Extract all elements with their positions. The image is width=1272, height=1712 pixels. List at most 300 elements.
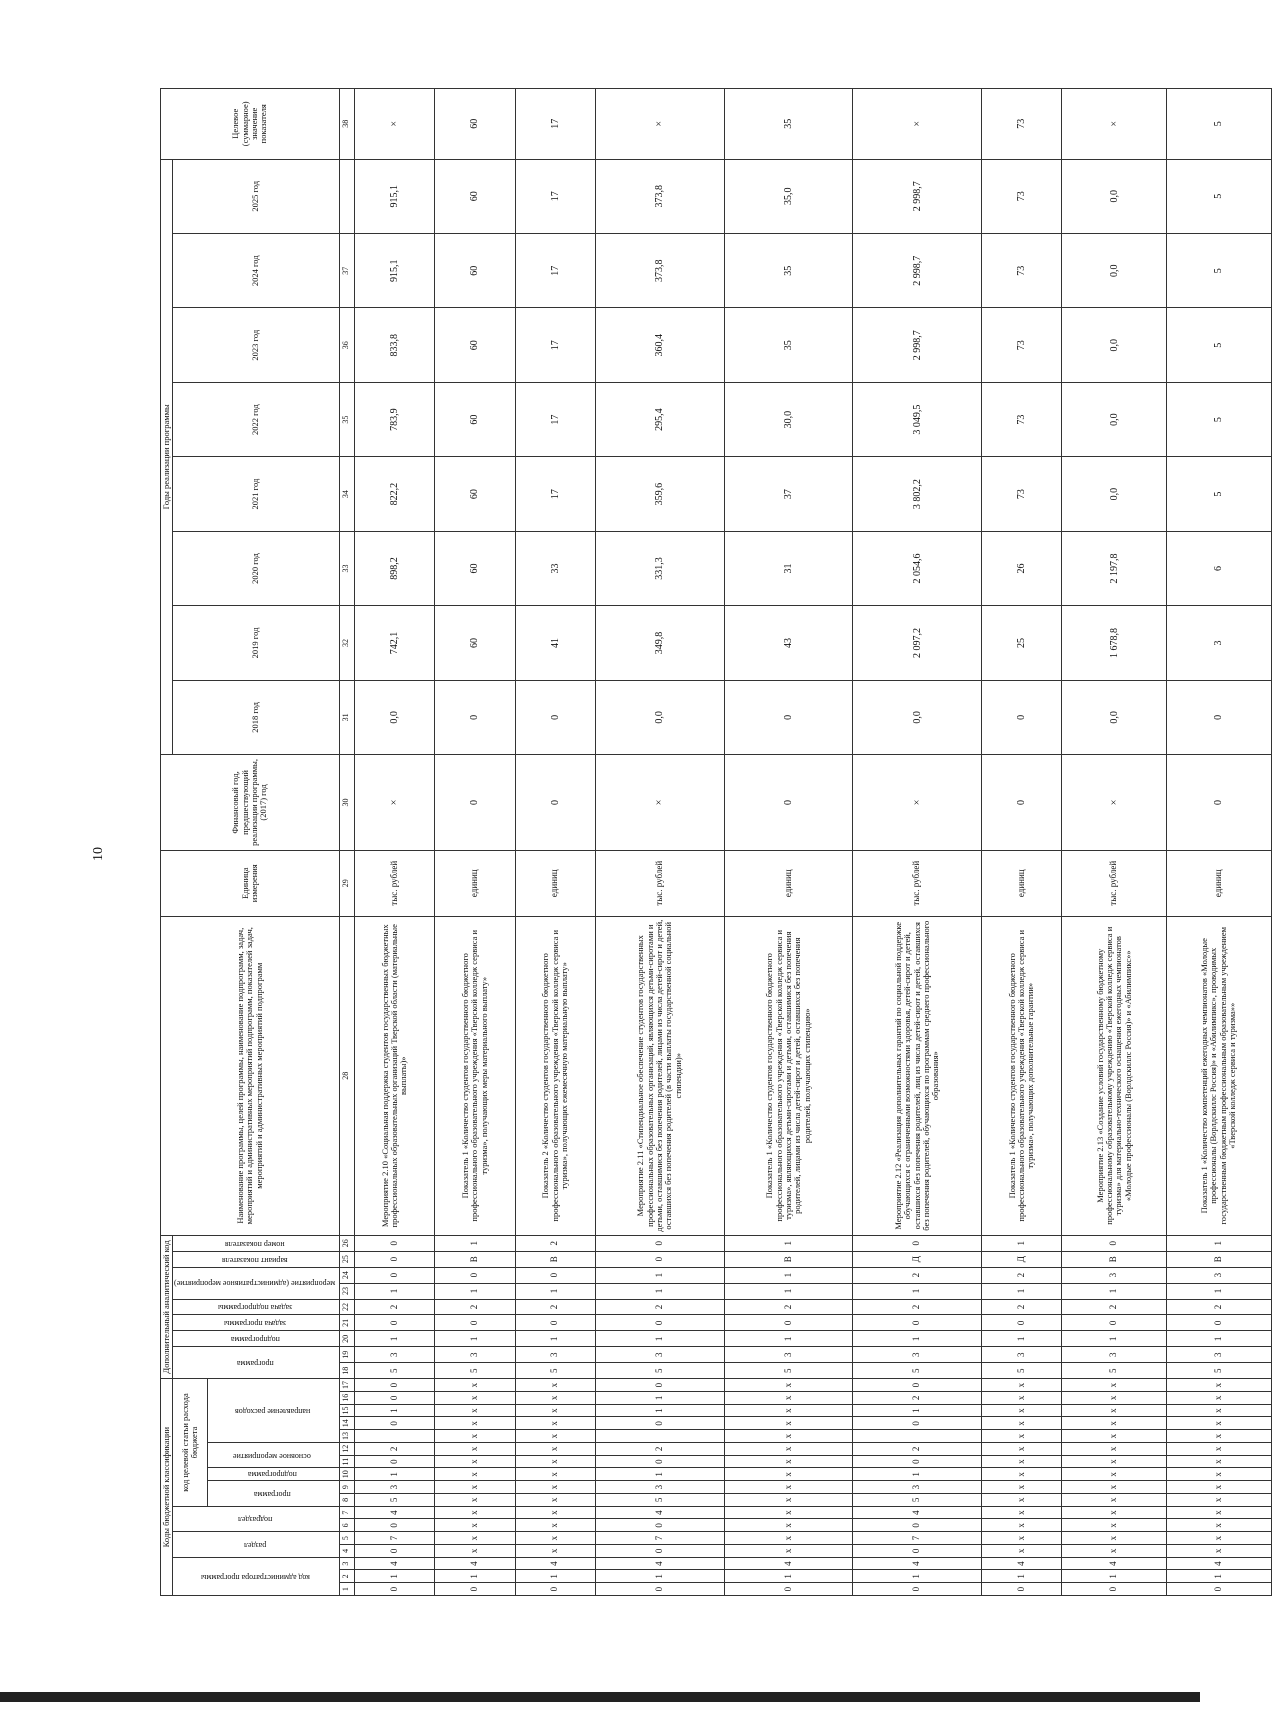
analytic-code-cell: 3 xyxy=(595,1347,724,1363)
budget-code-cell: x xyxy=(1167,1443,1272,1456)
budget-code-cell: 0 xyxy=(354,1379,434,1392)
analytic-code-cell: 5 xyxy=(724,1363,853,1379)
budget-code-cell: x xyxy=(435,1545,515,1558)
index-cell: 3 xyxy=(339,1557,354,1570)
analytic-code-cell: 2 xyxy=(515,1299,595,1315)
budget-code-cell: x xyxy=(1167,1417,1272,1430)
year-value-cell: 5 xyxy=(1167,234,1272,308)
index-cell: 16 xyxy=(339,1392,354,1405)
budget-code-cell: x xyxy=(982,1494,1062,1507)
budget-code-cell: 1 xyxy=(853,1404,982,1417)
analytic-code-cell: 1 xyxy=(853,1331,982,1347)
budget-code-cell: 1 xyxy=(354,1468,434,1481)
year-value-cell: 37 xyxy=(724,457,853,531)
year-value-cell: 0 xyxy=(724,680,853,754)
budget-code-cell xyxy=(853,1430,982,1443)
year-value-cell: 31 xyxy=(724,531,853,605)
subprogram-header: подпрограмма xyxy=(247,1470,297,1480)
budget-code-cell: 1 xyxy=(724,1570,853,1583)
year-value-cell: 73 xyxy=(982,457,1062,531)
analytic-code-cell: 0 xyxy=(595,1251,724,1267)
index-cell: 4 xyxy=(339,1545,354,1558)
analytic-code-cell: 1 xyxy=(982,1283,1062,1299)
row-base-year: 0 xyxy=(982,755,1062,851)
table-row xyxy=(435,89,515,1596)
year-value-cell: 0 xyxy=(982,680,1062,754)
year-value-cell: 60 xyxy=(435,382,515,456)
year-2021-header: 2021 год xyxy=(173,457,340,531)
year-value-cell: 26 xyxy=(982,531,1062,605)
analytic-code-cell: 0 xyxy=(354,1315,434,1331)
index-cell: 13 xyxy=(339,1430,354,1443)
analytic-code-cell: 1 xyxy=(354,1331,434,1347)
budget-code-cell xyxy=(354,1430,434,1443)
budget-code-cell: x xyxy=(515,1417,595,1430)
row-target: 73 xyxy=(982,89,1062,160)
budget-code-cell: x xyxy=(1167,1392,1272,1405)
scan-edge-line xyxy=(0,1692,1200,1702)
target-header: Целевое (суммарное) значение показателя xyxy=(161,89,340,160)
year-value-cell: 898,2 xyxy=(354,531,434,605)
budget-code-cell: 1 xyxy=(435,1570,515,1583)
year-value-cell: 3 049,5 xyxy=(853,382,982,456)
analytic-code-cell: 0 xyxy=(515,1315,595,1331)
budget-code-cell: x xyxy=(982,1379,1062,1392)
budget-code-cell: x xyxy=(435,1481,515,1494)
year-value-cell: 783,9 xyxy=(354,382,434,456)
budget-code-cell: 0 xyxy=(354,1392,434,1405)
analytic-code-cell: 1 xyxy=(595,1283,724,1299)
analytic-code-cell: 1 xyxy=(853,1283,982,1299)
budget-code-cell: x xyxy=(1167,1379,1272,1392)
budget-code-cell: 3 xyxy=(595,1481,724,1494)
budget-code-cell: 1 xyxy=(595,1404,724,1417)
budget-code-cell: x xyxy=(1167,1545,1272,1558)
year-value-cell: 2 998,7 xyxy=(853,159,982,233)
row-name: Мероприятие 2.13 «Создание условий государственному бюджетному профессиональному образовательному учреждению «Тверской колледж сервиса и туризма» для материально-технического оснащения ежегодных чемпионатов «Молодые профессионалы (Ворлдскиллс Россия)» и «Абилимпикс»» xyxy=(1062,916,1167,1235)
budget-code-cell: 0 xyxy=(354,1417,434,1430)
budget-code-cell: 0 xyxy=(595,1379,724,1392)
year-value-cell: 60 xyxy=(435,159,515,233)
analytic-code-cell: 0 xyxy=(595,1235,724,1251)
document-sheet xyxy=(160,88,1238,1596)
budget-code-cell: x xyxy=(515,1494,595,1507)
subsection-header: подраздел xyxy=(237,1515,273,1525)
year-value-cell: 915,1 xyxy=(354,159,434,233)
row-base-year: × xyxy=(853,755,982,851)
row-target: × xyxy=(595,89,724,160)
budget-code-cell: x xyxy=(1062,1379,1167,1392)
year-value-cell: 60 xyxy=(435,308,515,382)
index-cell: 35 xyxy=(339,382,354,456)
analytic-code-cell: 5 xyxy=(435,1363,515,1379)
index-cell: 25 xyxy=(339,1251,354,1267)
budget-code-cell: x xyxy=(435,1392,515,1405)
budget-code-cell: x xyxy=(982,1532,1062,1545)
an-event-header: мероприятие (административное мероприятие) xyxy=(174,1279,336,1289)
index-cell: 15 xyxy=(339,1404,354,1417)
index-cell: 37 xyxy=(339,234,354,308)
year-2019-header: 2019 год xyxy=(173,606,340,680)
row-base-year: × xyxy=(595,755,724,851)
year-value-cell: 0,0 xyxy=(1062,159,1167,233)
year-value-cell: 0 xyxy=(515,680,595,754)
budget-code-cell: x xyxy=(1167,1519,1272,1532)
budget-code-cell: 0 xyxy=(853,1519,982,1532)
index-cell: 7 xyxy=(339,1506,354,1519)
an-variant-header: вариант показателя xyxy=(222,1255,288,1265)
budget-code-cell: 1 xyxy=(595,1570,724,1583)
index-cell: 5 xyxy=(339,1532,354,1545)
budget-code-cell: 0 xyxy=(1062,1583,1167,1596)
budget-code-cell: x xyxy=(724,1545,853,1558)
index-cell: 10 xyxy=(339,1468,354,1481)
year-value-cell: 0,0 xyxy=(595,680,724,754)
analytic-code-cell: 5 xyxy=(1167,1363,1272,1379)
year-value-cell: 360,4 xyxy=(595,308,724,382)
year-value-cell: 73 xyxy=(982,308,1062,382)
budget-code-cell: 7 xyxy=(354,1532,434,1545)
analytic-code-cell: 0 xyxy=(595,1315,724,1331)
analytic-code-cell: 3 xyxy=(435,1347,515,1363)
budget-code-cell: 3 xyxy=(354,1481,434,1494)
target-code-header: код целевой статьи расхода бюджета xyxy=(173,1379,207,1507)
year-value-cell: 73 xyxy=(982,234,1062,308)
analytic-code-cell: 2 xyxy=(1167,1299,1272,1315)
year-value-cell: 331,3 xyxy=(595,531,724,605)
year-value-cell: 822,2 xyxy=(354,457,434,531)
index-cell: 30 xyxy=(339,755,354,851)
budget-code-cell: x xyxy=(1062,1455,1167,1468)
budget-code-cell: x xyxy=(724,1532,853,1545)
budget-code-cell: 4 xyxy=(515,1557,595,1570)
an-subprogram-header: подпрограмма xyxy=(230,1335,280,1345)
index-cell: 12 xyxy=(339,1443,354,1456)
budget-code-cell: 0 xyxy=(595,1545,724,1558)
analytic-code-cell: 1 xyxy=(435,1235,515,1251)
budget-code-cell: x xyxy=(982,1404,1062,1417)
budget-code-cell: x xyxy=(982,1443,1062,1456)
budget-code-cell: 0 xyxy=(853,1545,982,1558)
year-value-cell: 41 xyxy=(515,606,595,680)
analytic-code-cell: 2 xyxy=(354,1299,434,1315)
budget-code-cell: x xyxy=(1167,1494,1272,1507)
budget-code-cell: 0 xyxy=(982,1583,1062,1596)
budget-code-cell: x xyxy=(1167,1532,1272,1545)
budget-code-cell: 0 xyxy=(595,1583,724,1596)
analytic-code-cell: 2 xyxy=(982,1299,1062,1315)
table-row xyxy=(1062,89,1167,1596)
index-cell: 32 xyxy=(339,606,354,680)
budget-code-cell: 1 xyxy=(354,1570,434,1583)
analytic-code-cell: 5 xyxy=(853,1363,982,1379)
budget-code-cell: x xyxy=(982,1519,1062,1532)
budget-code-cell: x xyxy=(515,1455,595,1468)
analytic-code-cell: 2 xyxy=(595,1299,724,1315)
analytic-code-cell: 0 xyxy=(853,1235,982,1251)
budget-code-cell: x xyxy=(515,1532,595,1545)
year-value-cell: 0,0 xyxy=(853,680,982,754)
year-value-cell: 17 xyxy=(515,308,595,382)
program-table xyxy=(160,88,1272,1596)
analytic-code-cell: 3 xyxy=(1167,1267,1272,1283)
analytic-code-cell: 2 xyxy=(1062,1299,1167,1315)
row-unit: тыс. рублей xyxy=(354,850,434,916)
row-name: Показатель 1 «Количество студентов государственного бюджетного профессионального образовательного учреждения «Тверской колледж сервиса и туризма», являющихся детьми-сиротами и детьми, оставшимися без попечения родителей, лицами из числа детей-сирот и детей, оставшихся без попечения родителей, получающих стипендию» xyxy=(724,916,853,1235)
row-unit: единиц xyxy=(435,850,515,916)
year-value-cell: 17 xyxy=(515,159,595,233)
year-value-cell: 0,0 xyxy=(1062,680,1167,754)
analytic-code-cell: В xyxy=(724,1251,853,1267)
year-value-cell: 0,0 xyxy=(1062,382,1167,456)
row-base-year: 0 xyxy=(435,755,515,851)
row-target: 60 xyxy=(435,89,515,160)
analytic-code-cell: 0 xyxy=(982,1315,1062,1331)
year-value-cell: 73 xyxy=(982,159,1062,233)
year-value-cell: 33 xyxy=(515,531,595,605)
analytic-code-cell: 1 xyxy=(1062,1331,1167,1347)
table-row xyxy=(354,89,434,1596)
budget-code-cell: x xyxy=(515,1506,595,1519)
budget-code-cell: x xyxy=(1062,1532,1167,1545)
budget-code-cell: x xyxy=(982,1481,1062,1494)
budget-code-cell: 0 xyxy=(515,1583,595,1596)
budget-code-cell: x xyxy=(515,1404,595,1417)
budget-code-cell: 3 xyxy=(853,1481,982,1494)
analytic-code-cell: 5 xyxy=(595,1363,724,1379)
year-value-cell: 373,8 xyxy=(595,234,724,308)
analytic-code-cell: 2 xyxy=(435,1299,515,1315)
an-number-header: номер показателя xyxy=(225,1239,285,1249)
row-unit: тыс. рублей xyxy=(853,850,982,916)
index-cell: 6 xyxy=(339,1519,354,1532)
budget-code-cell: 0 xyxy=(354,1583,434,1596)
row-target: × xyxy=(853,89,982,160)
row-unit: единиц xyxy=(1167,850,1272,916)
budget-code-cell: 4 xyxy=(853,1557,982,1570)
budget-code-cell: 1 xyxy=(853,1570,982,1583)
budget-code-cell: x xyxy=(1062,1468,1167,1481)
year-value-cell: 60 xyxy=(435,531,515,605)
analytic-code-cell: Д xyxy=(982,1251,1062,1267)
year-value-cell: 5 xyxy=(1167,308,1272,382)
row-unit: единиц xyxy=(724,850,853,916)
spending-direction-header: направление расходов xyxy=(234,1407,310,1416)
budget-code-cell: x xyxy=(435,1468,515,1481)
header-row-1 xyxy=(161,89,173,1596)
year-value-cell: 0 xyxy=(435,680,515,754)
budget-code-cell: x xyxy=(1062,1430,1167,1443)
index-row xyxy=(339,89,354,1596)
row-target: 5 xyxy=(1167,89,1272,160)
year-value-cell: 5 xyxy=(1167,457,1272,531)
budget-code-cell: 7 xyxy=(595,1532,724,1545)
budget-code-cell: x xyxy=(1062,1519,1167,1532)
year-value-cell: 35 xyxy=(724,234,853,308)
analytic-code-cell: 0 xyxy=(435,1267,515,1283)
an-task-program-header: задача программы xyxy=(223,1319,287,1329)
budget-code-cell: x xyxy=(515,1545,595,1558)
index-cell: 17 xyxy=(339,1379,354,1392)
budget-code-cell: x xyxy=(1062,1481,1167,1494)
budget-code-cell: 5 xyxy=(595,1494,724,1507)
index-cell: 11 xyxy=(339,1455,354,1468)
budget-code-cell: 4 xyxy=(354,1557,434,1570)
analytic-code-cell: 0 xyxy=(515,1267,595,1283)
budget-code-cell: 0 xyxy=(354,1545,434,1558)
budget-code-cell: x xyxy=(982,1430,1062,1443)
budget-code-cell: x xyxy=(982,1468,1062,1481)
table-row xyxy=(515,89,595,1596)
budget-code-cell: x xyxy=(435,1532,515,1545)
table-row xyxy=(724,89,853,1596)
year-value-cell: 60 xyxy=(435,234,515,308)
analytic-code-cell: 1 xyxy=(595,1267,724,1283)
budget-code-cell: x xyxy=(724,1404,853,1417)
budget-code-cell xyxy=(595,1430,724,1443)
analytic-code-cell: 1 xyxy=(1167,1331,1272,1347)
analytic-code-cell: В xyxy=(1167,1251,1272,1267)
budget-code-cell: x xyxy=(515,1468,595,1481)
budget-code-cell: 0 xyxy=(853,1583,982,1596)
budget-code-cell: x xyxy=(1167,1455,1272,1468)
budget-code-cell: x xyxy=(1062,1506,1167,1519)
year-value-cell: 2 998,7 xyxy=(853,234,982,308)
budget-code-cell: x xyxy=(435,1379,515,1392)
year-value-cell: 0,0 xyxy=(1062,308,1167,382)
year-value-cell: 17 xyxy=(515,234,595,308)
budget-code-cell: x xyxy=(435,1506,515,1519)
year-value-cell: 295,4 xyxy=(595,382,724,456)
budget-code-cell: x xyxy=(515,1481,595,1494)
page-number: 10 xyxy=(91,847,106,861)
year-value-cell: 60 xyxy=(435,457,515,531)
analytic-code-cell: 0 xyxy=(354,1251,434,1267)
budget-code-cell: 4 xyxy=(982,1557,1062,1570)
budget-code-cell: x xyxy=(982,1545,1062,1558)
analytic-code-cell: 0 xyxy=(1167,1315,1272,1331)
budget-code-cell: x xyxy=(1167,1468,1272,1481)
index-cell: 22 xyxy=(339,1299,354,1315)
index-cell: 2 xyxy=(339,1570,354,1583)
year-value-cell: 35,0 xyxy=(724,159,853,233)
analytic-code-cell: 0 xyxy=(724,1315,853,1331)
year-value-cell: 349,8 xyxy=(595,606,724,680)
budget-code-cell: 0 xyxy=(1167,1583,1272,1596)
budget-code-cell: x xyxy=(435,1519,515,1532)
budget-code-cell: 1 xyxy=(1062,1570,1167,1583)
index-cell: 9 xyxy=(339,1481,354,1494)
year-value-cell: 35 xyxy=(724,308,853,382)
analytic-code-cell: 3 xyxy=(1167,1347,1272,1363)
index-cell: 14 xyxy=(339,1417,354,1430)
budget-code-cell: x xyxy=(435,1417,515,1430)
analytic-code-cell: 2 xyxy=(982,1267,1062,1283)
budget-code-cell: x xyxy=(724,1481,853,1494)
budget-code-cell: x xyxy=(724,1443,853,1456)
budget-code-cell: x xyxy=(1167,1430,1272,1443)
year-value-cell: 3 xyxy=(1167,606,1272,680)
budget-code-cell: 0 xyxy=(595,1417,724,1430)
budget-code-cell: x xyxy=(435,1430,515,1443)
budget-code-cell: x xyxy=(515,1443,595,1456)
year-value-cell: 5 xyxy=(1167,382,1272,456)
analytic-code-cell: 1 xyxy=(982,1331,1062,1347)
analytic-code-cell: В xyxy=(435,1251,515,1267)
analytic-code-cell: 3 xyxy=(1062,1267,1167,1283)
analytic-code-cell: 1 xyxy=(1167,1235,1272,1251)
year-value-cell: 359,6 xyxy=(595,457,724,531)
index-cell: 18 xyxy=(339,1363,354,1379)
budget-code-cell: x xyxy=(1062,1545,1167,1558)
analytic-code-cell: 0 xyxy=(1062,1235,1167,1251)
budget-code-cell: 5 xyxy=(853,1494,982,1507)
row-target: 35 xyxy=(724,89,853,160)
row-name: Показатель 2 «Количество студентов государственного бюджетного профессионального образовательного учреждения «Тверской колледж сервиса и туризма», получающих ежемесячную материальную выплату» xyxy=(515,916,595,1235)
year-value-cell: 833,8 xyxy=(354,308,434,382)
analytic-code-cell: 0 xyxy=(435,1315,515,1331)
years-group-header: Годы реализации программы xyxy=(161,159,173,755)
row-unit: тыс. рублей xyxy=(1062,850,1167,916)
budget-code-cell: x xyxy=(515,1519,595,1532)
budget-code-cell: x xyxy=(1062,1404,1167,1417)
analytic-code-cell: 1 xyxy=(982,1235,1062,1251)
budget-code-cell: x xyxy=(1062,1392,1167,1405)
analytic-group-header: Дополнительный аналитический код xyxy=(161,1235,173,1378)
budget-code-cell: 4 xyxy=(1062,1557,1167,1570)
year-value-cell: 60 xyxy=(435,606,515,680)
budget-code-cell: 1 xyxy=(853,1468,982,1481)
analytic-code-cell: 0 xyxy=(354,1267,434,1283)
analytic-code-cell: 1 xyxy=(724,1235,853,1251)
year-value-cell: 6 xyxy=(1167,531,1272,605)
row-name: Показатель 1 «Количество компетенций ежегодных чемпионатов «Молодые профессионалы (Ворлдскиллс Россия)» и «Абилимпикс», проводимых государственным бюджетным профессиональным образовательным учреждением «Тверской колледж сервиса и туризма»» xyxy=(1167,916,1272,1235)
row-base-year: 0 xyxy=(1167,755,1272,851)
budget-code-cell: 0 xyxy=(595,1519,724,1532)
budget-code-cell: x xyxy=(435,1404,515,1417)
analytic-code-cell: 1 xyxy=(354,1283,434,1299)
budget-code-cell: x xyxy=(515,1430,595,1443)
budget-code-cell: x xyxy=(724,1417,853,1430)
year-value-cell: 1 678,8 xyxy=(1062,606,1167,680)
index-cell: 8 xyxy=(339,1494,354,1507)
index-cell xyxy=(339,159,354,233)
index-cell: 36 xyxy=(339,308,354,382)
year-value-cell: 3 802,2 xyxy=(853,457,982,531)
budget-code-cell: x xyxy=(1167,1481,1272,1494)
year-2023-header: 2023 год xyxy=(173,308,340,382)
budget-code-cell: x xyxy=(435,1494,515,1507)
budget-code-cell: 1 xyxy=(354,1404,434,1417)
budget-code-cell: 7 xyxy=(853,1532,982,1545)
admin-code-header: код администратора программы xyxy=(200,1572,310,1582)
budget-code-cell: x xyxy=(1167,1404,1272,1417)
row-target: 17 xyxy=(515,89,595,160)
analytic-code-cell: 2 xyxy=(853,1299,982,1315)
name-column-header: Наименование программы, целей программы, наименование подпрограмм, задач, мероприятий и административных мероприятий подпрограмм, показателей задач, мероприятий и административных мероприятий подпрограмм xyxy=(161,916,340,1235)
year-value-cell: 0,0 xyxy=(354,680,434,754)
budget-code-cell: 4 xyxy=(595,1557,724,1570)
budget-code-cell: 0 xyxy=(354,1455,434,1468)
program-header: программа xyxy=(253,1489,291,1499)
index-cell: 21 xyxy=(339,1315,354,1331)
analytic-code-cell: В xyxy=(1062,1251,1167,1267)
budget-code-cell: x xyxy=(724,1392,853,1405)
table-row xyxy=(595,89,724,1596)
budget-code-cell: 1 xyxy=(982,1570,1062,1583)
budget-code-cell: x xyxy=(724,1506,853,1519)
budget-code-cell: x xyxy=(724,1455,853,1468)
